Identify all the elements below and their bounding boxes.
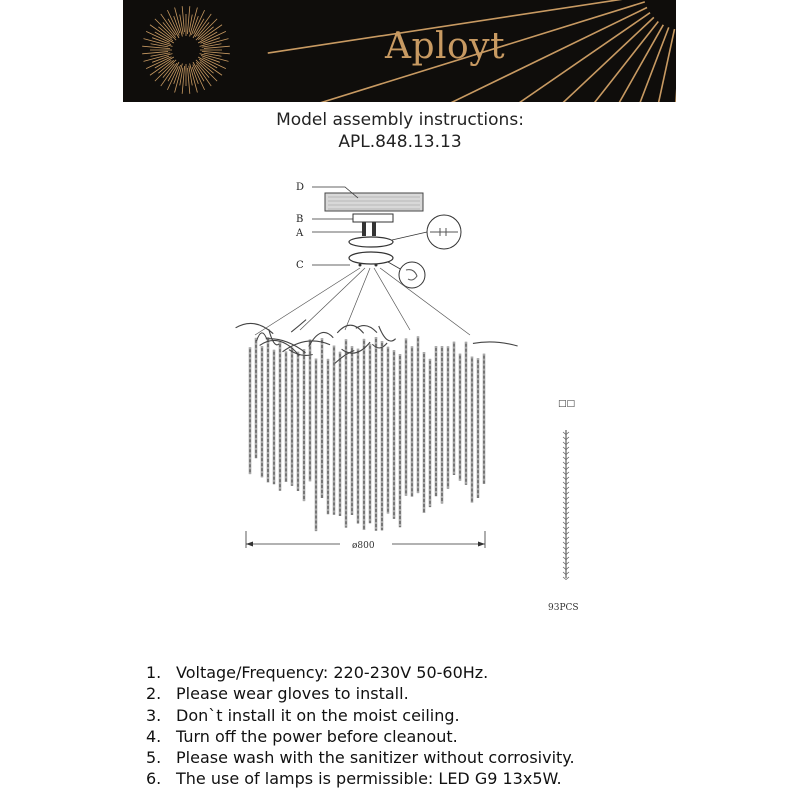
mounting-bar — [353, 214, 393, 222]
chandelier-diagram — [0, 160, 800, 620]
label-d: D — [296, 182, 305, 193]
canopy-cup — [349, 237, 393, 247]
diameter-dimension: ø800 — [352, 541, 375, 551]
part-tag: □□ — [558, 399, 576, 409]
list-item: 2. Please wear gloves to install. — [146, 684, 409, 704]
hook-plate — [349, 252, 393, 264]
label-b: B — [296, 214, 304, 225]
model-number: APL.848.13.13 — [338, 132, 462, 152]
page-title: Model assembly instructions: — [276, 110, 524, 130]
detail-hook — [399, 262, 425, 288]
list-item: 5. Please wash with the sanitizer without corrosivity. — [146, 748, 575, 768]
brand-logo: Aployt — [385, 26, 506, 67]
crystal-strands — [250, 336, 484, 531]
brand-banner — [123, 0, 676, 102]
label-a: A — [296, 228, 304, 239]
list-item: 4. Turn off the power before cleanout. — [146, 726, 458, 746]
list-item: 3. Don`t install it on the moist ceiling. — [146, 705, 460, 725]
list-item: 1. Voltage/Frequency: 220-230V 50-60Hz. — [146, 663, 489, 682]
part-count: 93PCS — [548, 603, 579, 613]
crystal-strand-part — [563, 430, 569, 580]
instructions-list — [146, 662, 575, 790]
ceiling-plate — [325, 193, 423, 211]
label-c: C — [296, 260, 304, 271]
list-item: 6. The use of lamps is permissible: LED G9 13x5W. — [146, 769, 562, 789]
